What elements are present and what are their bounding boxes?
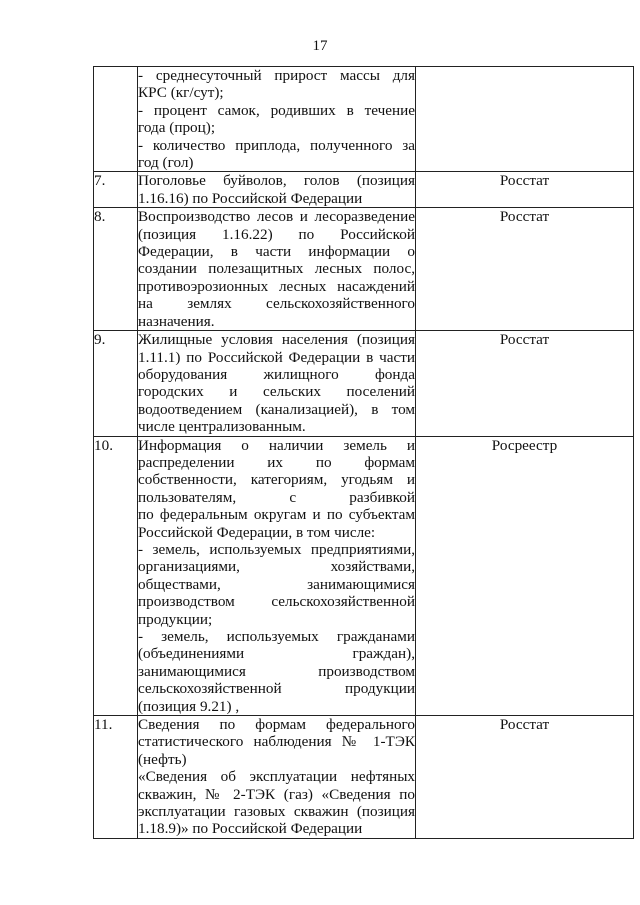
description-line: Российской Федерации, в том числе:: [138, 523, 376, 541]
data-sources-table: [93, 66, 634, 839]
description-line: производством сельскохозяйственной: [138, 593, 415, 611]
description-line: - количество приплода, полученного за: [138, 136, 415, 154]
description-line: - процент самок, родивших в течение: [138, 101, 415, 119]
description-line: «Сведения об эксплуатации нефтяных: [138, 768, 415, 786]
table-body: [94, 67, 634, 839]
row-number: 11.: [94, 716, 138, 839]
description-line: КРС (кг/сут);: [138, 84, 224, 102]
row-number: [94, 67, 138, 172]
row-description: [138, 208, 416, 331]
description-line: года (проц);: [138, 119, 216, 137]
description-line: эксплуатации газовых скважин (позиция: [138, 803, 415, 821]
description-line: (позиция 9.21) ,: [138, 697, 240, 715]
row-number: 9.: [94, 331, 138, 436]
description-line: организациями, хозяйствами,: [138, 558, 415, 576]
description-line: продукции;: [138, 610, 213, 628]
description-line: пользователям, с разбивкой: [138, 488, 415, 506]
description-line: год (гол): [138, 154, 194, 172]
row-source: Росреестр: [416, 436, 634, 716]
row-number: 8.: [94, 208, 138, 331]
row-description: [138, 716, 416, 839]
row-source: [416, 67, 634, 172]
row-source: Росстат: [416, 172, 634, 208]
row-number: 10.: [94, 436, 138, 716]
row-source: Росстат: [416, 716, 634, 839]
row-description: [138, 331, 416, 436]
description-line: (позиция 1.16.22) по Российской: [138, 225, 415, 243]
description-line: обществами, занимающимися: [138, 575, 415, 593]
description-line: 1.18.9)» по Российской Федерации: [138, 820, 363, 838]
description-line: - земель, используемых гражданами: [138, 628, 415, 645]
description-line: статистического наблюдения № 1-ТЭК: [138, 733, 415, 751]
table-row: [94, 331, 634, 436]
description-line: распределении их по формам: [138, 453, 415, 471]
description-line: сельскохозяйственной продукции: [138, 680, 415, 698]
table-row: [94, 436, 634, 716]
description-line: на землях сельскохозяйственного: [138, 295, 415, 313]
description-line: водоотведением (канализацией), в том: [138, 400, 415, 418]
row-source: Росстат: [416, 331, 634, 436]
description-line: 1.11.1) по Российской Федерации в части: [138, 348, 415, 366]
row-description: [138, 172, 416, 208]
row-number: 7.: [94, 172, 138, 208]
description-line: 1.16.16) по Российской Федерации: [138, 189, 363, 207]
row-description: [138, 436, 416, 716]
description-line: - земель, используемых предприятиями,: [138, 540, 415, 558]
table-row: [94, 67, 634, 172]
description-line: Поголовье буйволов, голов (позиция: [138, 172, 415, 190]
description-line: по федеральным округам и по субъектам: [138, 506, 415, 524]
row-source: Росстат: [416, 208, 634, 331]
description-line: (нефть): [138, 750, 187, 768]
table-row: [94, 716, 634, 839]
description-line: назначения.: [138, 312, 215, 330]
page-number: 17: [312, 38, 328, 54]
table-row: [94, 172, 634, 208]
description-line: (объединениями граждан),: [138, 645, 415, 663]
row-description: [138, 67, 416, 172]
description-line: противоэрозионных лесных насаждений: [138, 277, 415, 295]
description-line: оборудования жилищного фонда: [138, 365, 415, 383]
description-line: скважин, № 2-ТЭК (газ) «Сведения по: [138, 785, 415, 803]
description-line: Сведения по формам федерального: [138, 716, 415, 734]
description-line: создании полезащитных лесных полос,: [138, 260, 415, 278]
description-line: Воспроизводство лесов и лесоразведение: [138, 208, 415, 226]
description-line: Жилищные условия населения (позиция: [138, 331, 415, 349]
description-line: числе централизованным.: [138, 418, 306, 436]
description-line: Федерации, в части информации о: [138, 243, 415, 261]
description-line: Информация о наличии земель и: [138, 436, 415, 454]
description-line: занимающимися производством: [138, 662, 415, 680]
description-line: - среднесуточный прирост массы для: [138, 67, 415, 84]
description-line: собственности, категориям, угодьям и: [138, 471, 415, 489]
description-line: городских и сельских поселений: [138, 383, 415, 401]
table-row: [94, 208, 634, 331]
